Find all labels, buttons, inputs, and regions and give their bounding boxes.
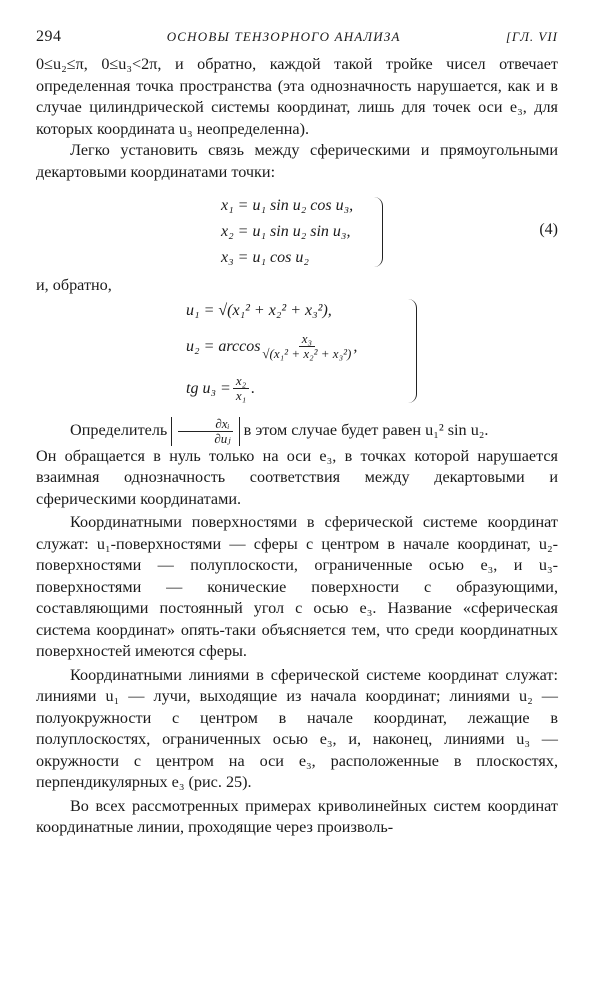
eq5-line-2-numerator: x₃ [299, 332, 315, 347]
eq5-line-3-fraction [233, 374, 249, 403]
eq5-line-3-denominator: x₁ [235, 388, 247, 403]
chapter-label: [ГЛ. VII [505, 29, 558, 44]
equation-inverse [36, 297, 558, 413]
determinant-label: Определитель [70, 420, 168, 439]
conjunction-text: и, обратно, [36, 276, 112, 294]
determinant-text-end: в этом случае будет равен u₁² sin u₂. [243, 420, 489, 439]
eq5-line-2: u₂ = arccos $\frac{\text{x₃}}{\text{√(x₁² + x₂² + x₃²)}}$ , [186, 331, 358, 361]
eq5-line-1: u₁ = √(x₁² + x₂² + x₃²), [186, 301, 332, 319]
page-number: 294 [36, 28, 62, 45]
eq5-line-3: tg u₃ = $\frac{\text{x₂}}{\text{x₁}}$ . [186, 373, 256, 403]
running-header [36, 28, 558, 54]
paragraph-3-continued: Он обращается в нуль только на оси e₃, в точках которой нарушается взаимная однозначность соответствия между декартовыми и сферическими координатами. [36, 446, 558, 508]
book-page [36, 28, 558, 839]
eq4-brace [374, 197, 383, 267]
paragraph-3 [36, 417, 558, 446]
eq4-line-3: x₃ = u₁ cos u₂ [221, 249, 309, 266]
eq5-line-3-left: tg u₃ = [186, 379, 231, 397]
running-title: ОСНОВЫ ТЕНЗОРНОГО АНАЛИЗА [166, 29, 401, 44]
eq4-number: (4) [539, 221, 558, 238]
paragraph-6: Во всех рассмотренных примерах криволинейных систем координат координатные линии, проходящие через произволь- [36, 796, 558, 836]
paragraph-1: 0≤u₂≤π, 0≤u₃<2π, и обратно, каждой такой тройке чисел отвечает определенная точка пространства (эта однозначность нарушается, как и в случае цилиндрической системы координат, лишь для точек оси e₃, для которых координата u₃ неопределенна). [36, 55, 558, 138]
equation-4 [36, 193, 558, 275]
eq4-line-2: x₂ = u₁ sin u₂ sin u₃, [221, 223, 351, 240]
determinant-denominator: ∂uⱼ [214, 430, 231, 446]
eq5-line-2-left: u₂ = arccos [186, 337, 261, 355]
eq5-line-3-numerator: x₂ [233, 374, 249, 389]
paragraph-2: Легко установить связь между сферическими и прямоугольными декартовыми координатами точки: [36, 141, 558, 181]
determinant-numerator: ∂xᵢ [178, 417, 232, 432]
determinant-symbol [171, 417, 239, 446]
eq5-line-2-denominator: √(x₁² + x₂² + x₃²) [262, 346, 352, 361]
eq5-line-2-fraction [262, 332, 351, 361]
eq5-brace [408, 299, 417, 403]
paragraph-5: Координатными линиями в сферической системе координат служат: линиями u₁ — лучи, выходящие из начала координат; линиями u₂ — полуокружности с центром в начале координат, лежащие в полуплоскостях, ограниченных осью e₃, и, наконец, линиями u₃ — окружности с центром на оси e₃, расположенные в плоскостях, перпендикулярных e₃ (рис. 25). [36, 665, 558, 791]
paragraph-4: Координатными поверхностями в сферической системе координат служат: u₁-поверхностями — сферы с центром в начале координат, u₂-поверхностями — полуплоскости, ограниченные осью e₃, и u₃-поверхностями — конические поверхности с образующими, составляющими постоянный угол с осью e₃. Название «сферическая система координат» опять-таки объясняется тем, что среди координатных поверхностей имеются сферы. [36, 513, 558, 660]
eq4-line-1: x₁ = u₁ sin u₂ cos u₃, [221, 197, 354, 214]
